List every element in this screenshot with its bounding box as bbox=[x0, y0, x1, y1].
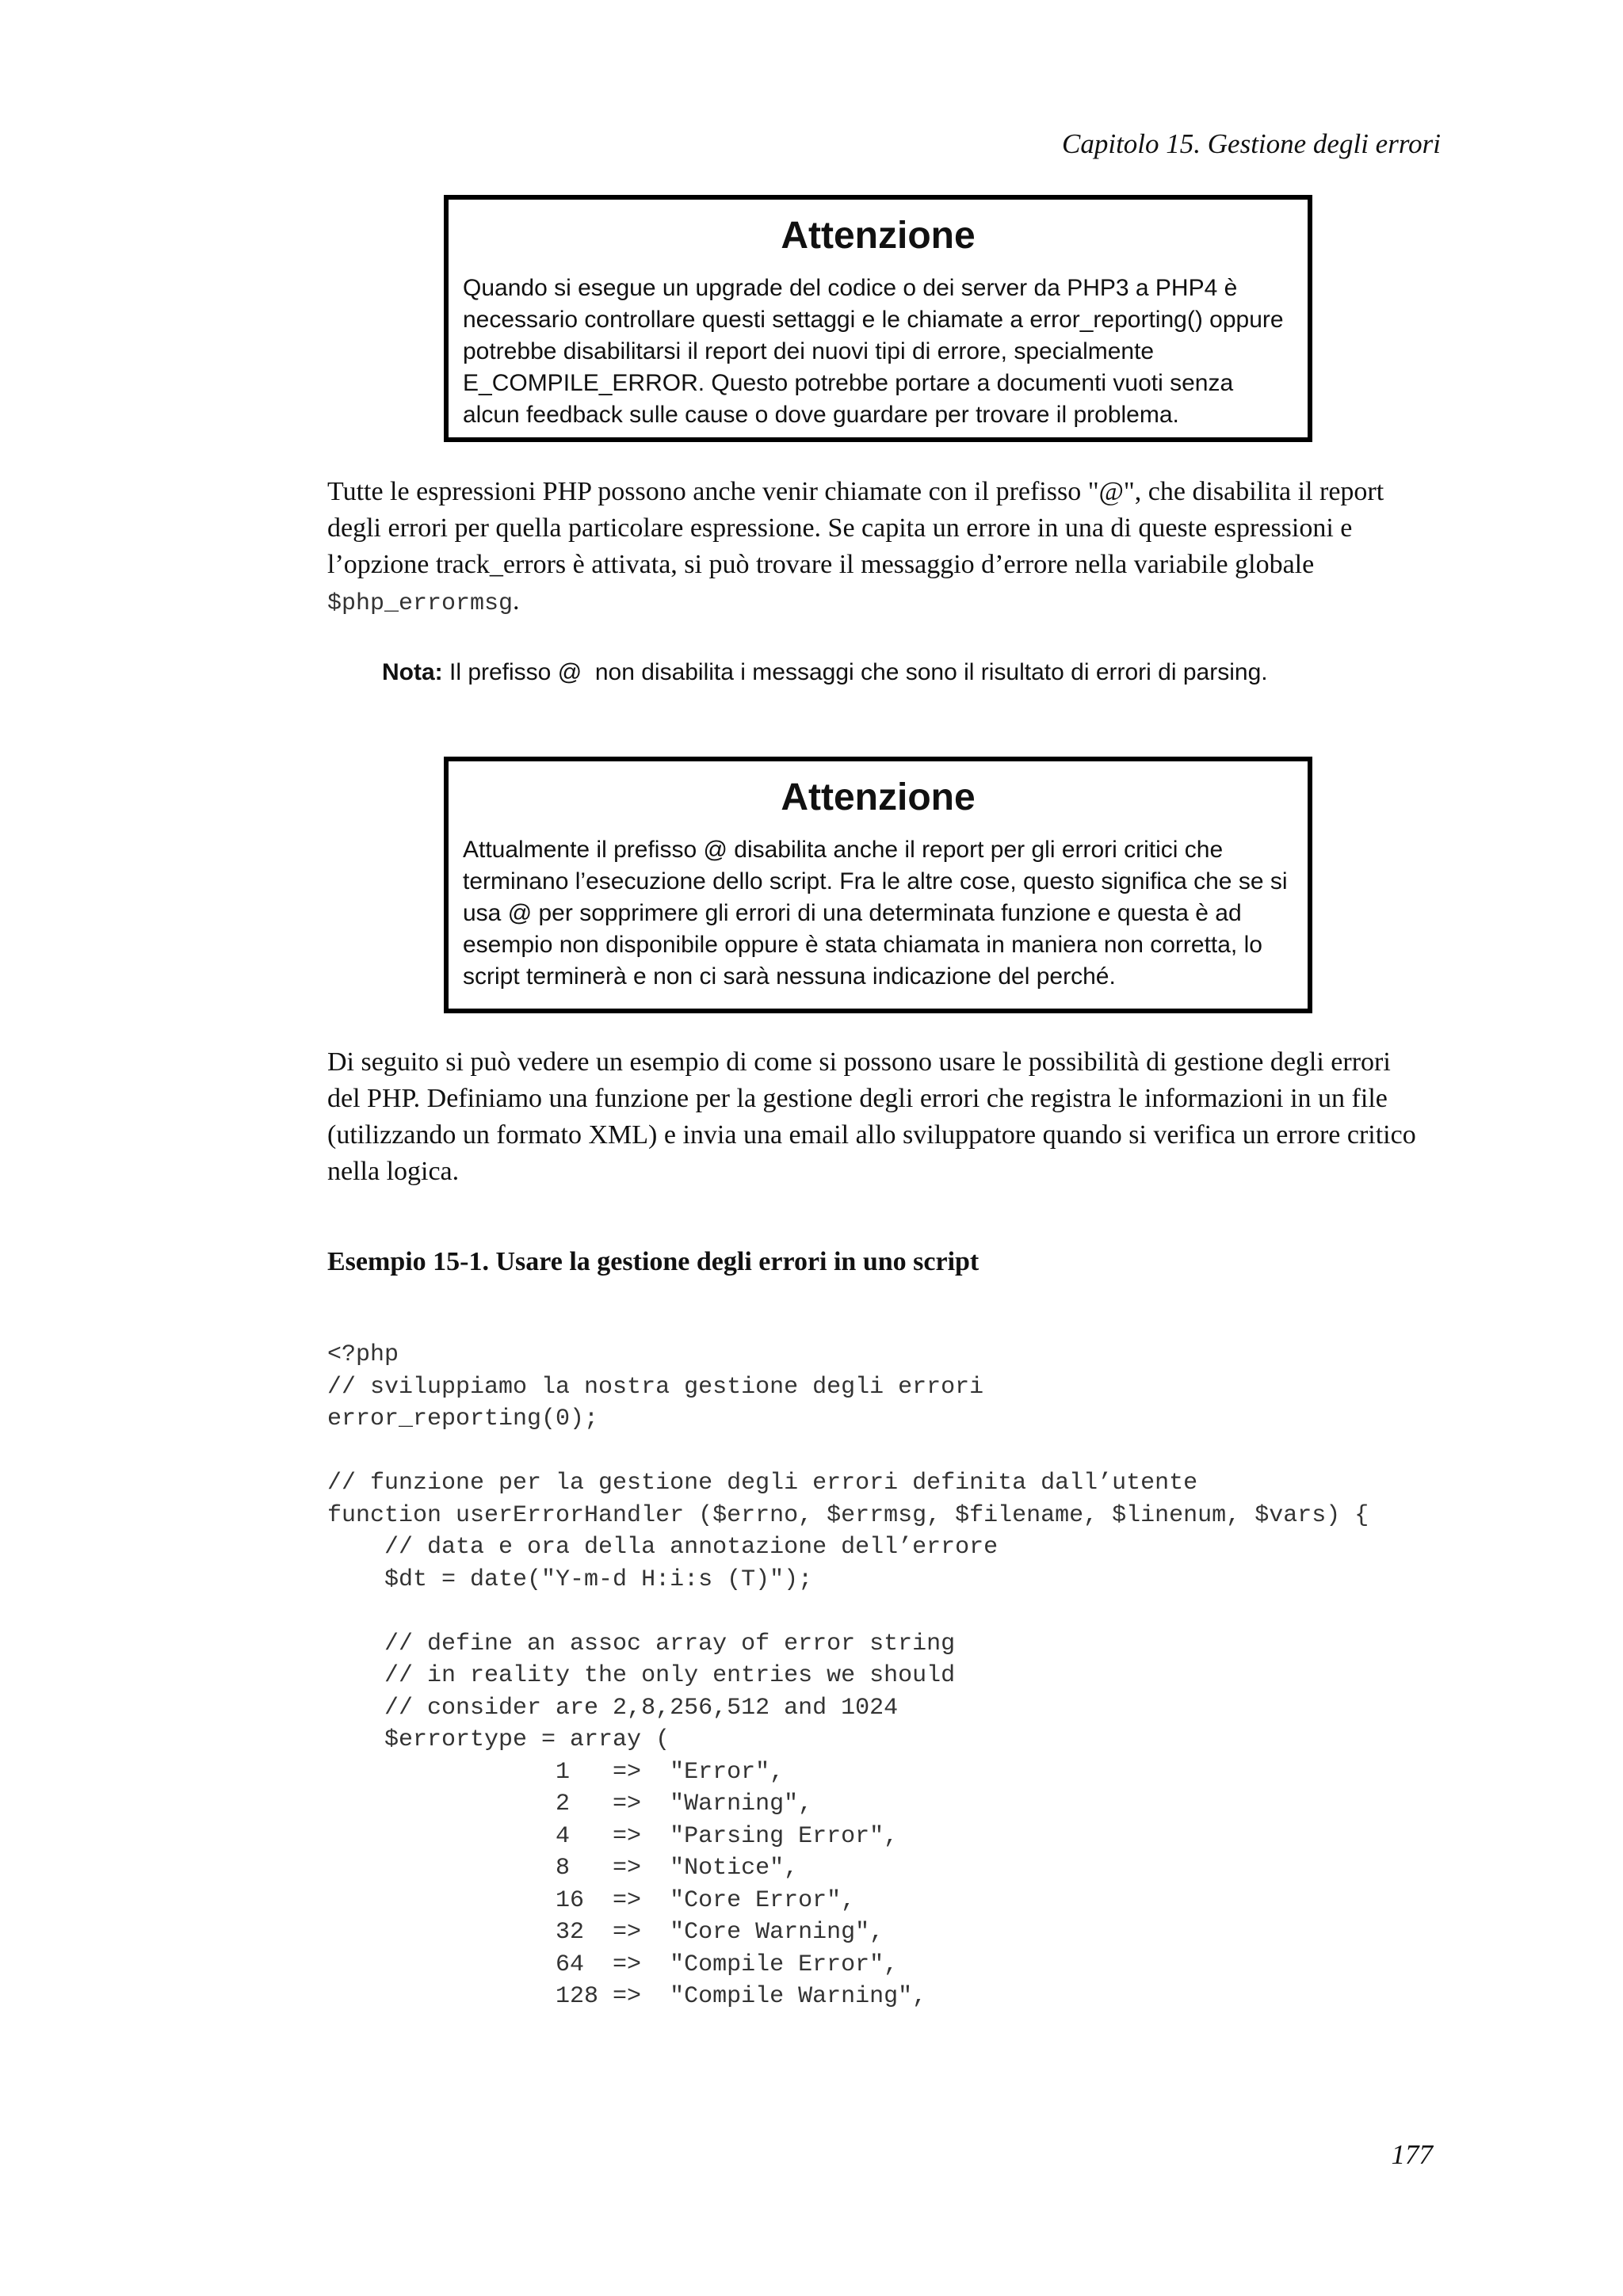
code-line: $errortype = array ( bbox=[327, 1726, 670, 1753]
running-header: Capitolo 15. Gestione degli errori bbox=[1062, 128, 1441, 159]
code-line: 64 => "Compile Error", bbox=[327, 1951, 899, 1978]
warning-box bbox=[444, 757, 1312, 1013]
note bbox=[382, 657, 1268, 688]
code-line bbox=[327, 1596, 1369, 1628]
code-line: 8 => "Notice", bbox=[327, 1855, 799, 1882]
body-paragraph bbox=[327, 474, 1437, 622]
warning-text: Quando si esegue un upgrade del codice o dei server da PHP3 a PHP4 è necessario controllare questi settaggi e le chiamate a error_reporting() oppure potrebbe disabilitarsi il report dei nuovi tipi di errore, specialmente E_COMPILE_ERROR. Questo potrebbe portare a documenti vuoti senza alcun feedback sulle cause o dove guardare per trovare il problema. bbox=[463, 275, 1284, 428]
paragraph-line bbox=[327, 583, 1437, 622]
example-title: Esempio 15-1. Usare la gestione degli errori in uno script bbox=[327, 1247, 980, 1276]
code-line: 16 => "Core Error", bbox=[327, 1886, 856, 1914]
warning-box bbox=[444, 195, 1312, 442]
code-line: // in reality the only entries we should bbox=[327, 1662, 956, 1689]
code-block bbox=[327, 1339, 1369, 2013]
code-line: error_reporting(0); bbox=[327, 1405, 599, 1432]
note-text: Il prefisso @ non disabilita i messaggi che sono il risultato di errori di parsing. bbox=[442, 659, 1268, 685]
code-line bbox=[327, 1436, 1369, 1468]
body-paragraph bbox=[327, 1044, 1437, 1190]
code-line: // funzione per la gestione degli errori definita dall’utente bbox=[327, 1470, 1198, 1497]
paragraph-line: nella logica. bbox=[327, 1157, 460, 1186]
page-number: 177 bbox=[1391, 2139, 1433, 2170]
paragraph-line: degli errori per quella particolare espressione. Se capita un errore in una di queste espressioni e bbox=[327, 513, 1353, 543]
code-line: 128 => "Compile Warning", bbox=[327, 1983, 927, 2010]
code-line: 32 => "Core Warning", bbox=[327, 1919, 884, 1946]
code-line: 1 => "Error", bbox=[327, 1758, 785, 1786]
code-line: // sviluppiamo la nostra gestione degli errori bbox=[327, 1373, 984, 1401]
warning-title: Attenzione bbox=[781, 776, 976, 818]
inline-code: $php_errormsg bbox=[327, 590, 514, 617]
code-line: 2 => "Warning", bbox=[327, 1791, 813, 1817]
paragraph-line: l’opzione track_errors è attivata, si può trovare il messaggio d’errore nella variabile globale bbox=[327, 550, 1315, 579]
note-label: Nota: bbox=[382, 659, 443, 685]
paragraph-line: (utilizzando un formato XML) e invia una email allo sviluppatore quando si verifica un errore critico bbox=[327, 1120, 1416, 1150]
warning-text: Attualmente il prefisso @ disabilita anche il report per gli errori critici che terminano l’esecuzione dello script. Fra le altre cose, questo significa che se si usa @ per sopprimere gli errori di una determinata funzione e questa è ad esempio non disponibile oppure è stata chiamata in maniera non corretta, lo script terminerà e non ci sarà nessuna indicazione del perché. bbox=[463, 837, 1288, 990]
code-line: 4 => "Parsing Error", bbox=[327, 1822, 899, 1850]
warning-title: Attenzione bbox=[781, 215, 976, 257]
code-line: $dt = date("Y-m-d H:i:s (T)"); bbox=[327, 1566, 813, 1593]
code-line: // data e ora della annotazione dell’errore bbox=[327, 1534, 999, 1561]
code-line: // consider are 2,8,256,512 and 1024 bbox=[327, 1694, 899, 1722]
code-line: function userErrorHandler ($errno, $errmsg, $filename, $linenum, $vars) { bbox=[327, 1501, 1369, 1529]
paragraph-line: Tutte le espressioni PHP possono anche venir chiamate con il prefisso "@", che disabilita il report bbox=[327, 477, 1384, 506]
paragraph-line: Di seguito si può vedere un esempio di come si possono usare le possibilità di gestione degli errori bbox=[327, 1047, 1391, 1077]
code-line: <?php bbox=[327, 1341, 399, 1368]
paragraph-line: del PHP. Definiamo una funzione per la gestione degli errori che registra le informazioni in un file bbox=[327, 1084, 1388, 1113]
paragraph-end: . bbox=[513, 586, 520, 616]
code-line: // define an assoc array of error string bbox=[327, 1630, 956, 1657]
